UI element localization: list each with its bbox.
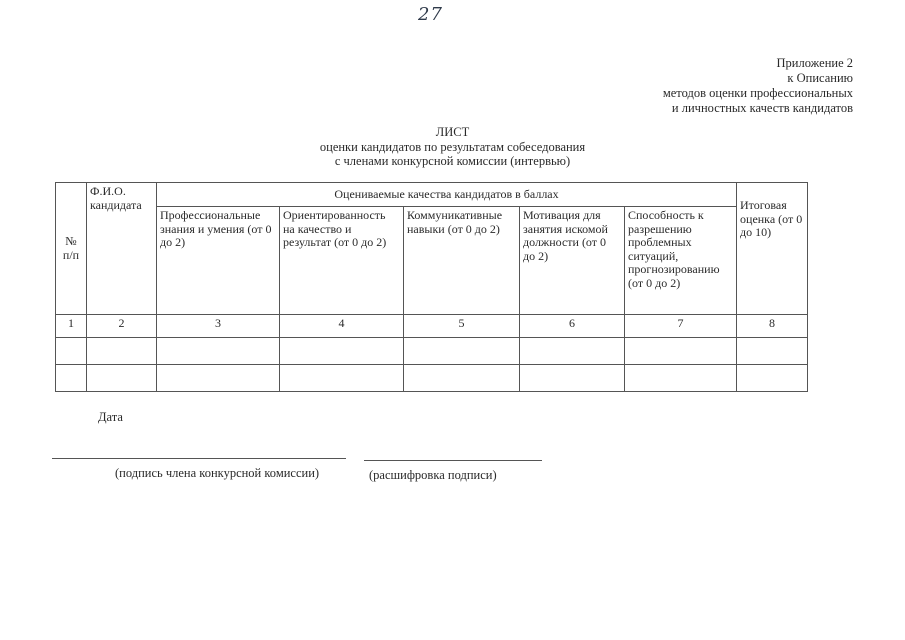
column-number: 5 xyxy=(404,315,520,338)
table-cell[interactable] xyxy=(280,338,404,365)
table-cell[interactable] xyxy=(625,365,737,392)
appendix-line: к Описанию xyxy=(787,71,853,85)
decoding-line[interactable] xyxy=(364,460,542,461)
header-professional-knowledge: Профессиональные знания и умения (от 0 до 2) xyxy=(157,207,280,315)
table-row xyxy=(56,338,808,365)
header-number: № п/п xyxy=(56,183,87,315)
title-main: ЛИСТ xyxy=(435,125,470,139)
table-cell[interactable] xyxy=(404,365,520,392)
table-cell[interactable] xyxy=(737,338,808,365)
table-cell[interactable] xyxy=(157,338,280,365)
numbering-row xyxy=(56,315,808,338)
appendix-note xyxy=(663,56,853,116)
table-cell[interactable] xyxy=(56,365,87,392)
appendix-line: методов оценки профессиональных xyxy=(662,86,853,100)
column-number: 7 xyxy=(625,315,737,338)
table-cell[interactable] xyxy=(87,338,157,365)
header-total-score: Итоговая оценка (от 0 до 10) xyxy=(737,183,808,315)
table-row xyxy=(56,365,808,392)
table-cell[interactable] xyxy=(625,338,737,365)
page-number: 27 xyxy=(418,4,443,25)
table-cell[interactable] xyxy=(737,365,808,392)
document-title xyxy=(0,125,905,169)
column-number: 4 xyxy=(280,315,404,338)
column-number: 6 xyxy=(520,315,625,338)
date-label: Дата xyxy=(98,410,123,424)
header-qualities-group: Оцениваемые качества кандидатов в баллах xyxy=(157,183,737,207)
column-number: 8 xyxy=(737,315,808,338)
table-cell[interactable] xyxy=(280,365,404,392)
appendix-line: Приложение 2 xyxy=(776,56,853,70)
table-cell[interactable] xyxy=(520,365,625,392)
column-number: 1 xyxy=(56,315,87,338)
evaluation-table xyxy=(55,182,808,392)
title-subtitle: оценки кандидатов по результатам собеседования xyxy=(319,139,586,154)
table-cell[interactable] xyxy=(520,338,625,365)
column-number: 3 xyxy=(157,315,280,338)
appendix-line: и личностных качеств кандидатов xyxy=(671,101,853,115)
table-cell[interactable] xyxy=(87,365,157,392)
table-cell[interactable] xyxy=(157,365,280,392)
header-motivation: Мотивация для занятия искомой должности (от 0 до 2) xyxy=(520,207,625,315)
decoding-caption: (расшифровка подписи) xyxy=(369,468,497,482)
header-problem-solving: Способность к разрешению проблемных ситуаций, прогнозированию (от 0 до 2) xyxy=(625,207,737,315)
header-candidate-name: Ф.И.О. кандидата xyxy=(87,183,157,315)
table-cell[interactable] xyxy=(404,338,520,365)
signature-line[interactable] xyxy=(52,458,346,459)
column-number: 2 xyxy=(87,315,157,338)
signature-caption: (подпись члена конкурсной комиссии) xyxy=(115,466,320,480)
header-quality-orientation: Ориентированность на качество и результат (от 0 до 2) xyxy=(280,207,404,315)
header-communication-skills: Коммуникативные навыки (от 0 до 2) xyxy=(404,207,520,315)
title-subtitle: с членами конкурсной комиссии (интервью) xyxy=(334,154,571,168)
table-cell[interactable] xyxy=(56,338,87,365)
